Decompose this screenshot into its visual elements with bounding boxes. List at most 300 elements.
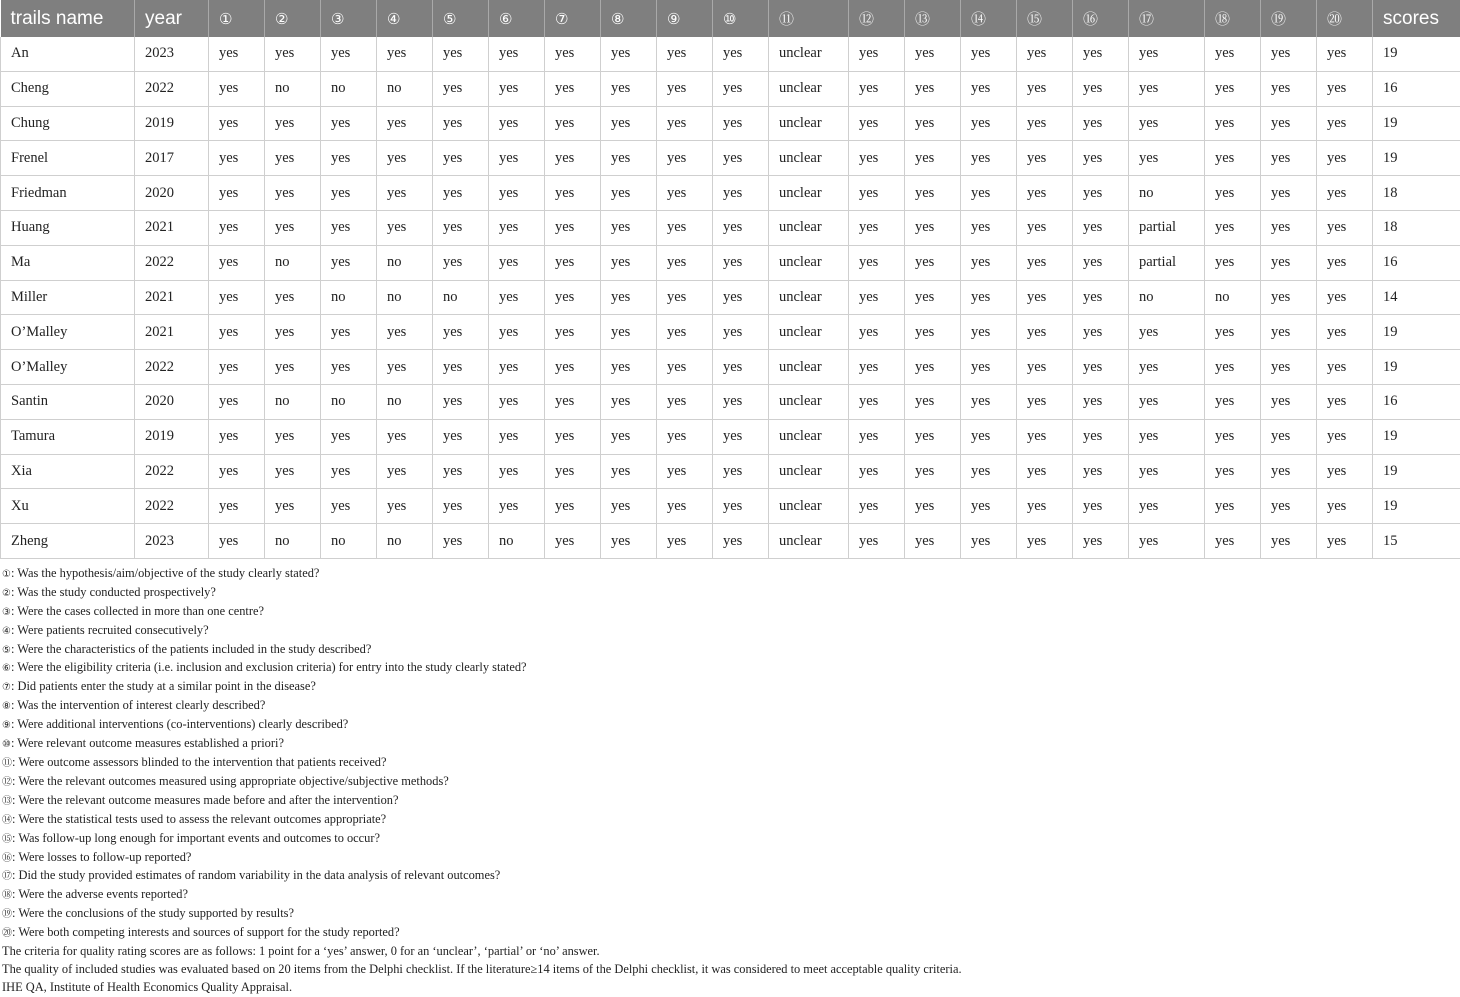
column-header-item-1: ① <box>209 0 265 37</box>
footnote-item <box>2 773 1460 792</box>
trail-name-cell: Frenel <box>1 141 135 176</box>
item-rating-cell: yes <box>1261 280 1317 315</box>
item-rating-cell: yes <box>1129 315 1205 350</box>
item-rating-cell: yes <box>1317 210 1373 245</box>
column-header-item-17: ⑰ <box>1129 0 1205 37</box>
item-rating-cell: yes <box>1017 141 1073 176</box>
item-rating-cell: yes <box>321 37 377 71</box>
item-rating-cell: yes <box>713 37 769 71</box>
item-rating-cell: yes <box>1261 245 1317 280</box>
table-note: IHE QA, Institute of Health Economics Quality Appraisal. <box>2 979 1460 997</box>
column-header-item-16: ⑯ <box>1073 0 1129 37</box>
table-row <box>1 37 1460 71</box>
table-header <box>1 0 1460 37</box>
item-rating-cell: yes <box>545 524 601 559</box>
item-rating-cell: yes <box>1129 106 1205 141</box>
item-rating-cell: no <box>321 71 377 106</box>
score-cell: 16 <box>1373 384 1460 419</box>
item-rating-cell: yes <box>1317 37 1373 71</box>
footnote-mark: ⑰ <box>2 871 12 882</box>
item-rating-cell: yes <box>1073 419 1129 454</box>
item-rating-cell: yes <box>265 315 321 350</box>
footnote-mark: ⑨ <box>2 720 11 731</box>
footnote-mark: ⑫ <box>2 777 12 788</box>
item-rating-cell: yes <box>1205 524 1261 559</box>
item-rating-cell: yes <box>265 454 321 489</box>
item-rating-cell: unclear <box>769 71 849 106</box>
footnote-text: : Were relevant outcome measures established a priori? <box>11 736 284 750</box>
item-rating-cell: yes <box>713 141 769 176</box>
item-rating-cell: yes <box>961 419 1017 454</box>
item-rating-cell: yes <box>849 71 905 106</box>
column-header-trails-name: trails name <box>1 0 135 37</box>
column-header-item-15: ⑮ <box>1017 0 1073 37</box>
item-rating-cell: yes <box>1073 454 1129 489</box>
footnote-text: : Were the statistical tests used to assess the relevant outcomes appropriate? <box>12 812 386 826</box>
item-rating-cell: yes <box>961 210 1017 245</box>
footnote-item <box>2 716 1460 735</box>
item-rating-cell: yes <box>377 37 433 71</box>
year-cell: 2022 <box>135 489 209 524</box>
item-rating-cell: yes <box>209 37 265 71</box>
footnote-item <box>2 678 1460 697</box>
item-rating-cell: yes <box>961 141 1017 176</box>
item-rating-cell: yes <box>1261 106 1317 141</box>
table-row <box>1 245 1460 280</box>
item-rating-cell: no <box>265 524 321 559</box>
item-rating-cell: yes <box>601 280 657 315</box>
item-rating-cell: yes <box>1017 71 1073 106</box>
item-rating-cell: yes <box>489 37 545 71</box>
item-rating-cell: yes <box>601 71 657 106</box>
item-rating-cell: yes <box>545 280 601 315</box>
item-rating-cell: no <box>265 245 321 280</box>
item-rating-cell: yes <box>601 210 657 245</box>
table-footnotes <box>0 559 1460 997</box>
item-rating-cell: yes <box>1017 419 1073 454</box>
item-rating-cell: yes <box>1317 454 1373 489</box>
item-rating-cell: yes <box>601 419 657 454</box>
item-rating-cell: yes <box>321 210 377 245</box>
item-rating-cell: yes <box>377 315 433 350</box>
item-rating-cell: yes <box>1317 280 1373 315</box>
item-rating-cell: yes <box>849 315 905 350</box>
item-rating-cell: yes <box>601 489 657 524</box>
item-rating-cell: yes <box>433 350 489 385</box>
item-rating-cell: yes <box>961 280 1017 315</box>
item-rating-cell: partial <box>1129 210 1205 245</box>
item-rating-cell: yes <box>377 489 433 524</box>
item-rating-cell: yes <box>209 315 265 350</box>
item-rating-cell: yes <box>657 210 713 245</box>
item-rating-cell: yes <box>601 384 657 419</box>
item-rating-cell: yes <box>321 141 377 176</box>
item-rating-cell: yes <box>489 71 545 106</box>
item-rating-cell: yes <box>657 350 713 385</box>
footnote-item <box>2 849 1460 868</box>
trail-name-cell: Xu <box>1 489 135 524</box>
item-rating-cell: yes <box>1073 489 1129 524</box>
item-rating-cell: yes <box>1261 71 1317 106</box>
item-rating-cell: yes <box>713 524 769 559</box>
item-rating-cell: yes <box>601 454 657 489</box>
footnote-mark: ⑪ <box>2 758 12 769</box>
item-rating-cell: yes <box>377 419 433 454</box>
column-header-item-10: ⑩ <box>713 0 769 37</box>
item-rating-cell: yes <box>961 454 1017 489</box>
item-rating-cell: unclear <box>769 176 849 211</box>
score-cell: 16 <box>1373 71 1460 106</box>
item-rating-cell: yes <box>1205 489 1261 524</box>
item-rating-cell: yes <box>321 419 377 454</box>
item-rating-cell: yes <box>849 280 905 315</box>
item-rating-cell: yes <box>905 176 961 211</box>
item-rating-cell: yes <box>545 245 601 280</box>
item-rating-cell: yes <box>1317 350 1373 385</box>
footnote-mark: ③ <box>2 607 11 618</box>
item-rating-cell: yes <box>1317 489 1373 524</box>
footnote-mark: ⑮ <box>2 834 12 845</box>
table-note: The quality of included studies was evaluated based on 20 items from the Delphi checklist. If the literature≥14 items of the Delphi checklist, it was considered to meet acceptable quality criteria. <box>2 961 1460 979</box>
footnote-mark: ⑲ <box>2 909 12 920</box>
item-rating-cell: unclear <box>769 419 849 454</box>
column-header-item-13: ⑬ <box>905 0 961 37</box>
item-rating-cell: yes <box>1205 245 1261 280</box>
item-rating-cell: yes <box>545 384 601 419</box>
year-cell: 2021 <box>135 315 209 350</box>
item-rating-cell: yes <box>713 489 769 524</box>
footnote-text: : Were losses to follow-up reported? <box>12 850 191 864</box>
item-rating-cell: yes <box>1129 454 1205 489</box>
item-rating-cell: yes <box>657 141 713 176</box>
item-rating-cell: yes <box>545 37 601 71</box>
year-cell: 2022 <box>135 71 209 106</box>
item-rating-cell: yes <box>1205 141 1261 176</box>
item-rating-cell: no <box>1205 280 1261 315</box>
item-rating-cell: yes <box>961 176 1017 211</box>
footnote-item <box>2 811 1460 830</box>
item-rating-cell: yes <box>1017 524 1073 559</box>
footnote-mark: ② <box>2 588 11 599</box>
footnote-mark: ⑧ <box>2 701 11 712</box>
year-cell: 2019 <box>135 419 209 454</box>
item-rating-cell: yes <box>209 210 265 245</box>
item-rating-cell: yes <box>905 350 961 385</box>
item-rating-cell: yes <box>545 106 601 141</box>
item-rating-cell: yes <box>489 280 545 315</box>
footnote-item <box>2 792 1460 811</box>
item-rating-cell: yes <box>849 454 905 489</box>
item-rating-cell: no <box>377 71 433 106</box>
item-rating-cell: yes <box>1129 419 1205 454</box>
item-rating-cell: yes <box>961 106 1017 141</box>
item-rating-cell: yes <box>489 384 545 419</box>
item-rating-cell: yes <box>1261 210 1317 245</box>
year-cell: 2017 <box>135 141 209 176</box>
item-rating-cell: yes <box>849 37 905 71</box>
item-rating-cell: yes <box>377 106 433 141</box>
item-rating-cell: yes <box>601 141 657 176</box>
item-rating-cell: yes <box>489 106 545 141</box>
item-rating-cell: yes <box>1073 280 1129 315</box>
trail-name-cell: Tamura <box>1 419 135 454</box>
item-rating-cell: yes <box>1261 454 1317 489</box>
item-rating-cell: yes <box>209 280 265 315</box>
item-rating-cell: yes <box>849 210 905 245</box>
footnote-item <box>2 830 1460 849</box>
item-rating-cell: yes <box>1129 350 1205 385</box>
item-rating-cell: yes <box>209 454 265 489</box>
trail-name-cell: Ma <box>1 245 135 280</box>
item-rating-cell: yes <box>713 210 769 245</box>
year-cell: 2021 <box>135 280 209 315</box>
table-row <box>1 524 1460 559</box>
item-rating-cell: yes <box>1073 384 1129 419</box>
item-rating-cell: yes <box>601 524 657 559</box>
item-rating-cell: yes <box>433 37 489 71</box>
footnote-mark: ⑳ <box>2 928 12 939</box>
item-rating-cell: yes <box>265 210 321 245</box>
table-row <box>1 419 1460 454</box>
item-rating-cell: unclear <box>769 524 849 559</box>
item-rating-cell: yes <box>657 489 713 524</box>
item-rating-cell: yes <box>1317 176 1373 211</box>
item-rating-cell: yes <box>1017 454 1073 489</box>
table-row <box>1 106 1460 141</box>
item-rating-cell: yes <box>961 315 1017 350</box>
item-rating-cell: yes <box>1017 489 1073 524</box>
footnote-item <box>2 584 1460 603</box>
item-rating-cell: no <box>377 524 433 559</box>
year-cell: 2023 <box>135 37 209 71</box>
item-rating-cell: unclear <box>769 350 849 385</box>
item-rating-cell: yes <box>905 71 961 106</box>
item-rating-cell: no <box>433 280 489 315</box>
score-cell: 14 <box>1373 280 1460 315</box>
item-rating-cell: yes <box>905 245 961 280</box>
item-rating-cell: yes <box>1205 176 1261 211</box>
item-rating-cell: yes <box>961 350 1017 385</box>
item-rating-cell: no <box>1129 176 1205 211</box>
item-rating-cell: yes <box>489 489 545 524</box>
item-rating-cell: yes <box>1129 384 1205 419</box>
item-rating-cell: yes <box>265 280 321 315</box>
item-rating-cell: yes <box>1317 315 1373 350</box>
item-rating-cell: unclear <box>769 245 849 280</box>
table-row <box>1 176 1460 211</box>
column-header-item-18: ⑱ <box>1205 0 1261 37</box>
trail-name-cell: Miller <box>1 280 135 315</box>
item-rating-cell: yes <box>545 176 601 211</box>
item-rating-cell: yes <box>1317 524 1373 559</box>
item-rating-cell: yes <box>1017 245 1073 280</box>
item-rating-cell: partial <box>1129 245 1205 280</box>
item-rating-cell: yes <box>377 210 433 245</box>
item-rating-cell: no <box>489 524 545 559</box>
item-rating-cell: yes <box>905 141 961 176</box>
footnote-text: : Were the characteristics of the patients included in the study described? <box>11 642 371 656</box>
item-rating-cell: yes <box>1129 71 1205 106</box>
item-rating-cell: yes <box>209 524 265 559</box>
item-rating-cell: yes <box>321 245 377 280</box>
item-rating-cell: yes <box>1073 524 1129 559</box>
column-header-item-7: ⑦ <box>545 0 601 37</box>
item-rating-cell: no <box>377 280 433 315</box>
footnote-text: : Were the relevant outcome measures made before and after the intervention? <box>12 793 399 807</box>
item-rating-cell: yes <box>905 280 961 315</box>
item-rating-cell: yes <box>209 384 265 419</box>
item-rating-cell: yes <box>961 37 1017 71</box>
year-cell: 2019 <box>135 106 209 141</box>
item-rating-cell: yes <box>1317 419 1373 454</box>
footnote-item <box>2 641 1460 660</box>
item-rating-cell: yes <box>1017 315 1073 350</box>
item-rating-cell: yes <box>905 524 961 559</box>
item-rating-cell: yes <box>961 489 1017 524</box>
item-rating-cell: yes <box>377 176 433 211</box>
item-rating-cell: yes <box>433 489 489 524</box>
column-header-year: year <box>135 0 209 37</box>
column-header-item-14: ⑭ <box>961 0 1017 37</box>
item-rating-cell: yes <box>545 419 601 454</box>
column-header-item-2: ② <box>265 0 321 37</box>
item-rating-cell: yes <box>905 210 961 245</box>
item-rating-cell: no <box>265 384 321 419</box>
item-rating-cell: unclear <box>769 315 849 350</box>
footnote-mark: ⑤ <box>2 645 11 656</box>
item-rating-cell: yes <box>849 106 905 141</box>
item-rating-cell: yes <box>1261 489 1317 524</box>
item-rating-cell: yes <box>1073 37 1129 71</box>
item-rating-cell: unclear <box>769 210 849 245</box>
item-rating-cell: yes <box>713 71 769 106</box>
item-rating-cell: yes <box>657 176 713 211</box>
score-cell: 19 <box>1373 489 1460 524</box>
column-header-item-19: ⑲ <box>1261 0 1317 37</box>
item-rating-cell: yes <box>1317 245 1373 280</box>
item-rating-cell: yes <box>713 106 769 141</box>
footnote-text: : Were additional interventions (co-interventions) clearly described? <box>11 717 348 731</box>
item-rating-cell: yes <box>545 210 601 245</box>
item-rating-cell: yes <box>849 350 905 385</box>
table-row <box>1 280 1460 315</box>
item-rating-cell: yes <box>713 454 769 489</box>
item-rating-cell: yes <box>209 350 265 385</box>
item-rating-cell: yes <box>1261 350 1317 385</box>
item-rating-cell: yes <box>849 524 905 559</box>
footnote-mark: ④ <box>2 626 11 637</box>
item-rating-cell: yes <box>1317 384 1373 419</box>
item-rating-cell: yes <box>433 524 489 559</box>
item-rating-cell: yes <box>1017 37 1073 71</box>
footnote-mark: ⑭ <box>2 815 12 826</box>
item-rating-cell: yes <box>489 454 545 489</box>
footnote-mark: ⑥ <box>2 663 11 674</box>
item-rating-cell: yes <box>657 454 713 489</box>
item-rating-cell: yes <box>657 71 713 106</box>
footnote-text: : Were outcome assessors blinded to the intervention that patients received? <box>12 755 387 769</box>
item-rating-cell: no <box>377 245 433 280</box>
column-header-item-9: ⑨ <box>657 0 713 37</box>
item-rating-cell: yes <box>961 524 1017 559</box>
item-rating-cell: yes <box>377 454 433 489</box>
item-rating-cell: yes <box>657 524 713 559</box>
item-rating-cell: yes <box>321 454 377 489</box>
item-rating-cell: yes <box>657 419 713 454</box>
footnote-item <box>2 735 1460 754</box>
item-rating-cell: yes <box>265 176 321 211</box>
footnote-text: : Was the hypothesis/aim/objective of the study clearly stated? <box>11 566 319 580</box>
item-rating-cell: yes <box>713 176 769 211</box>
item-rating-cell: unclear <box>769 384 849 419</box>
trail-name-cell: Cheng <box>1 71 135 106</box>
item-rating-cell: yes <box>713 384 769 419</box>
item-rating-cell: yes <box>265 350 321 385</box>
item-rating-cell: yes <box>961 245 1017 280</box>
item-rating-cell: yes <box>265 141 321 176</box>
item-rating-cell: yes <box>1073 245 1129 280</box>
footnote-item <box>2 622 1460 641</box>
item-rating-cell: yes <box>657 245 713 280</box>
item-rating-cell: yes <box>1205 315 1261 350</box>
footnote-item <box>2 905 1460 924</box>
footnote-mark: ① <box>2 569 11 580</box>
item-rating-cell: unclear <box>769 141 849 176</box>
table-row <box>1 350 1460 385</box>
score-cell: 18 <box>1373 176 1460 211</box>
item-rating-cell: yes <box>601 315 657 350</box>
footnote-text: : Were the adverse events reported? <box>12 887 188 901</box>
item-rating-cell: yes <box>209 419 265 454</box>
item-rating-cell: yes <box>321 176 377 211</box>
item-rating-cell: yes <box>1317 71 1373 106</box>
footnote-text: : Did patients enter the study at a similar point in the disease? <box>11 679 316 693</box>
item-rating-cell: yes <box>377 350 433 385</box>
item-rating-cell: yes <box>1261 176 1317 211</box>
table-row <box>1 71 1460 106</box>
trail-name-cell: O’Malley <box>1 350 135 385</box>
column-header-item-12: ⑫ <box>849 0 905 37</box>
item-rating-cell: yes <box>657 280 713 315</box>
table-note: The criteria for quality rating scores are as follows: 1 point for a ‘yes’ answer, 0 for an ‘unclear’, ‘partial’ or ‘no’ answer. <box>2 943 1460 961</box>
item-rating-cell: yes <box>849 419 905 454</box>
item-rating-cell: yes <box>1017 384 1073 419</box>
item-rating-cell: yes <box>1261 384 1317 419</box>
item-rating-cell: yes <box>489 210 545 245</box>
item-rating-cell: yes <box>905 454 961 489</box>
item-rating-cell: yes <box>321 489 377 524</box>
item-rating-cell: yes <box>433 176 489 211</box>
item-rating-cell: yes <box>1261 37 1317 71</box>
item-rating-cell: no <box>377 384 433 419</box>
score-cell: 19 <box>1373 106 1460 141</box>
item-rating-cell: yes <box>321 106 377 141</box>
trail-name-cell: O’Malley <box>1 315 135 350</box>
item-rating-cell: yes <box>1317 106 1373 141</box>
item-rating-cell: yes <box>265 106 321 141</box>
item-rating-cell: yes <box>433 384 489 419</box>
item-rating-cell: yes <box>433 141 489 176</box>
item-rating-cell: yes <box>713 280 769 315</box>
item-rating-cell: unclear <box>769 106 849 141</box>
year-cell: 2022 <box>135 454 209 489</box>
item-rating-cell: unclear <box>769 454 849 489</box>
item-rating-cell: yes <box>1261 524 1317 559</box>
table-row <box>1 141 1460 176</box>
item-rating-cell: yes <box>1205 71 1261 106</box>
item-rating-cell: yes <box>1073 210 1129 245</box>
footnote-text: : Were the eligibility criteria (i.e. inclusion and exclusion criteria) for entry into the study clearly stated? <box>11 660 527 674</box>
